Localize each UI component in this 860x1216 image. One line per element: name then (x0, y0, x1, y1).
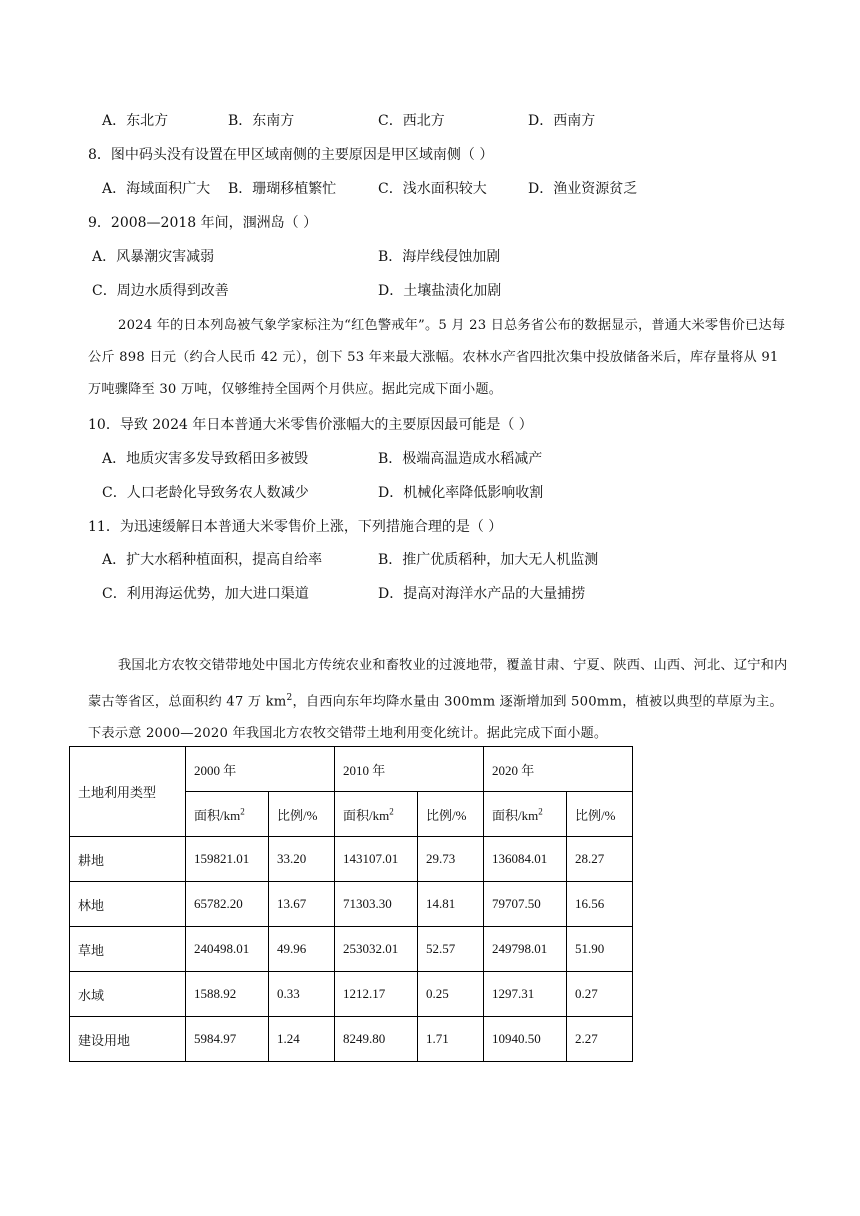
header-ratio: 比例/% (418, 792, 484, 837)
q11-option-c: C．利用海运优势，加大进口渠道 (102, 586, 309, 602)
cell-area-2010: 8249.80 (335, 1017, 418, 1062)
q7-option-c: C．西北方 (378, 113, 445, 129)
row-type: 耕地 (70, 837, 186, 882)
cell-ratio-2000: 13.67 (269, 882, 335, 927)
cell-ratio-2020: 16.56 (567, 882, 633, 927)
header-area-superscript: 2 (538, 806, 543, 817)
cell-area-2010: 1212.17 (335, 972, 418, 1017)
q7-option-d: D．西南方 (528, 113, 596, 129)
cell-area-2010: 143107.01 (335, 837, 418, 882)
cell-area-2020: 1297.31 (484, 972, 567, 1017)
table-row (70, 972, 633, 1017)
cell-ratio-2000: 49.96 (269, 927, 335, 972)
passage-2-text-b: ，自西向东年均降水量由 300mm 逐渐增加到 500mm，植被以典型的草原为主。下表示意 2000—2020 年我国北方农牧交错带土地利用变化统计。据此完成下面小题。 (88, 694, 783, 742)
q10-stem: 10．导致 2024 年日本普通大米零售价涨幅大的主要原因最可能是（ ） (88, 417, 533, 433)
cell-ratio-2010: 14.81 (418, 882, 484, 927)
header-area-label: 面积/km (343, 807, 390, 823)
q7-option-a: A．东北方 (102, 113, 169, 129)
passage-japan-rice: 2024 年的日本列岛被气象学家标注为“红色警戒年”。5 月 23 日总务省公布的数据显示，普通大米零售价已达每公斤 898 日元（约合人民币 42 元），创下 53 年来最大涨幅。农林水产省四批次集中投放储备米后，库存量将从 91 万吨骤降至 30 万吨，仅够维持全国两个月供应。据此完成下面小题。 (88, 318, 786, 397)
header-area-superscript: 2 (240, 806, 245, 817)
q11-option-d: D．提高对海洋水产品的大量捕捞 (378, 586, 586, 602)
cell-area-2000: 240498.01 (186, 927, 269, 972)
q11-stem: 11．为迅速缓解日本普通大米零售价上涨，下列措施合理的是（ ） (88, 519, 503, 535)
table-row (70, 837, 633, 882)
cell-ratio-2020: 0.27 (567, 972, 633, 1017)
q7-option-b: B．东南方 (228, 113, 295, 129)
cell-area-2010: 71303.30 (335, 882, 418, 927)
q10-option-a: A．地质灾害多发导致稻田多被毁 (102, 451, 309, 467)
q9-stem: 9．2008—2018 年间，涠洲岛（ ） (88, 215, 318, 231)
cell-area-2000: 5984.97 (186, 1017, 269, 1062)
header-year-2020: 2020 年 (484, 747, 633, 792)
cell-area-2020: 136084.01 (484, 837, 567, 882)
cell-area-2020: 249798.01 (484, 927, 567, 972)
cell-ratio-2020: 28.27 (567, 837, 633, 882)
header-ratio: 比例/% (269, 792, 335, 837)
passage-2-text-a: 我国北方农牧交错带地处中国北方传统农业和畜牧业的过渡地带，覆盖甘肃、宁夏、陕西、山西、河北、辽宁和内蒙古等省区，总面积约 47 万 km (88, 658, 788, 710)
row-type: 林地 (70, 882, 186, 927)
header-ratio: 比例/% (567, 792, 633, 837)
land-use-table (69, 746, 633, 1062)
q9-option-a: A．风暴潮灾害减弱 (92, 249, 215, 265)
cell-area-2020: 10940.50 (484, 1017, 567, 1062)
table-header-row-years (70, 747, 633, 792)
cell-ratio-2010: 29.73 (418, 837, 484, 882)
passage-agro-pastoral (88, 650, 788, 750)
q8-stem: 8．图中码头没有设置在甲区域南侧的主要原因是甲区域南侧（ ） (88, 147, 494, 163)
q9-option-d: D．土壤盐渍化加剧 (378, 283, 502, 299)
cell-ratio-2000: 0.33 (269, 972, 335, 1017)
cell-ratio-2010: 1.71 (418, 1017, 484, 1062)
header-area-label: 面积/km (194, 807, 241, 823)
header-area (484, 792, 567, 837)
header-area-label: 面积/km (492, 807, 539, 823)
cell-ratio-2000: 1.24 (269, 1017, 335, 1062)
q8-option-c: C．浅水面积较大 (378, 181, 487, 197)
header-area (186, 792, 269, 837)
table-row (70, 927, 633, 972)
cell-ratio-2010: 52.57 (418, 927, 484, 972)
cell-area-2010: 253032.01 (335, 927, 418, 972)
q9-option-c: C．周边水质得到改善 (92, 283, 229, 299)
q8-option-a: A．海域面积广大 (102, 181, 211, 197)
q10-option-b: B．极端高温造成水稻减产 (378, 451, 543, 467)
row-type: 建设用地 (70, 1017, 186, 1062)
row-type: 草地 (70, 927, 186, 972)
q10-option-d: D．机械化率降低影响收割 (378, 485, 544, 501)
header-land-type: 土地利用类型 (70, 747, 186, 837)
cell-area-2000: 159821.01 (186, 837, 269, 882)
q11-option-a: A．扩大水稻种植面积，提高自给率 (102, 552, 323, 568)
q9-option-b: B．海岸线侵蚀加剧 (378, 249, 501, 265)
cell-area-2000: 1588.92 (186, 972, 269, 1017)
cell-ratio-2020: 2.27 (567, 1017, 633, 1062)
table-row (70, 882, 633, 927)
header-area-superscript: 2 (389, 806, 394, 817)
table-row (70, 1017, 633, 1062)
q8-option-d: D．渔业资源贫乏 (528, 181, 638, 197)
row-type: 水域 (70, 972, 186, 1017)
passage-2-superscript: 2 (286, 693, 293, 703)
q10-option-c: C．人口老龄化导致务农人数减少 (102, 485, 309, 501)
header-year-2000: 2000 年 (186, 747, 335, 792)
cell-area-2000: 65782.20 (186, 882, 269, 927)
cell-ratio-2010: 0.25 (418, 972, 484, 1017)
q8-option-b: B．珊瑚移植繁忙 (228, 181, 337, 197)
q11-option-b: B．推广优质稻种，加大无人机监测 (378, 552, 599, 568)
header-year-2010: 2010 年 (335, 747, 484, 792)
cell-ratio-2000: 33.20 (269, 837, 335, 882)
cell-ratio-2020: 51.90 (567, 927, 633, 972)
cell-area-2020: 79707.50 (484, 882, 567, 927)
header-area (335, 792, 418, 837)
